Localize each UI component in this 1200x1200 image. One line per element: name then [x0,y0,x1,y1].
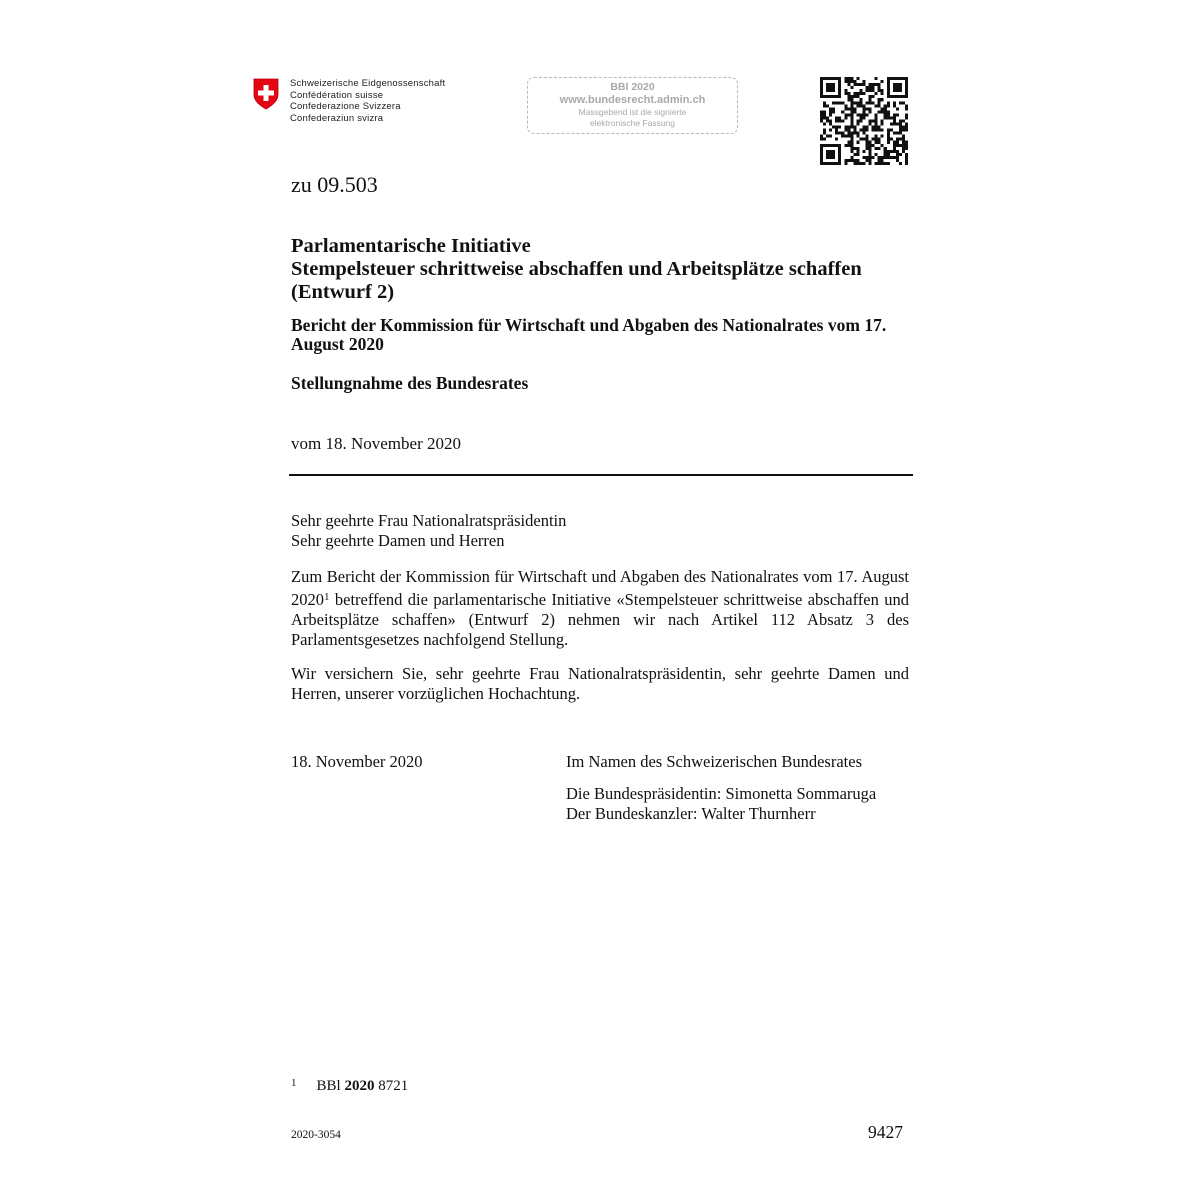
title-line-1: Parlamentarische Initiative [291,235,531,257]
document-date: vom 18. November 2020 [291,434,461,453]
stamp-line-version: elektronische Fassung [589,118,676,128]
federation-names [290,78,445,124]
salutation-line-2: Sehr geehrte Damen und Herren [291,531,505,550]
title-line-2: Stempelsteuer schrittweise abschaffen und Arbeitsplätze schaffen (Entwurf 2) [291,258,862,303]
footnote-year: 2020 [344,1078,375,1094]
signature-president: Die Bundespräsidentin: Simonetta Sommaruga [566,784,877,803]
document-subtitle: Bericht der Kommission für Wirtschaft und Abgaben des Nationalrates vom 17. August 2020 [291,315,887,354]
document-number: 2020-3054 [291,1129,341,1141]
footnote-number: 1 [291,1077,297,1089]
federation-name-it: Confederazione Svizzera [290,101,401,112]
footnote-reference-mark[interactable]: 1 [324,591,330,603]
footnote-prefix: BBl [316,1078,345,1094]
body-paragraph-2: Wir versichern Sie, sehr geehrte Frau Nationalratspräsidentin, sehr geehrte Damen und Herren, unserer vorzüglichen Hochachtung. [291,664,909,703]
footnote [291,1077,408,1095]
swiss-coat-of-arms-logo [253,78,279,110]
paragraph-1-text-start: Zum Bericht der Kommission für Wirtschaft und Abgaben des Nationalrates vom 17. August 2020 [291,567,909,609]
stamp-line-url: www.bundesrecht.admin.ch [559,94,706,106]
footnote-page: 8721 [374,1078,409,1094]
document-reference: zu 09.503 [291,172,378,197]
salutation [291,511,566,551]
page-number: 9427 [868,1122,903,1142]
official-publication-stamp [527,77,738,134]
salutation-line-1: Sehr geehrte Frau Nationalratspräsidentin [291,511,567,530]
qr-code-icon [820,77,908,165]
signature-on-behalf: Im Namen des Schweizerischen Bundesrates [566,752,862,771]
paragraph-1-text-end: betreffend die parlamentarische Initiative «Stempelsteuer schrittweise abschaffen und Arbeitsplätze schaffen» (Entwurf 2) nehmen wir nach Artikel 112 Absatz 3 des Parlamentsgesetzes nachfolgend Stellung. [291,590,909,649]
signature-block [566,752,876,824]
document-title [291,235,931,304]
body-paragraph-1 [291,567,909,650]
stamp-line-notice: Massgebend ist die signierte [578,107,687,117]
header-divider [289,474,913,476]
signature-chancellor: Der Bundeskanzler: Walter Thurnherr [566,804,816,823]
federation-name-rm: Confederaziun svizra [290,112,384,124]
opinion-heading: Stellungnahme des Bundesrates [291,373,529,393]
signature-date: 18. November 2020 [291,752,423,771]
federation-name-de: Schweizerische Eidgenossenschaft [290,78,446,89]
federation-name-fr: Confédération suisse [290,89,384,101]
stamp-line-bbl: BBl 2020 [610,81,655,93]
